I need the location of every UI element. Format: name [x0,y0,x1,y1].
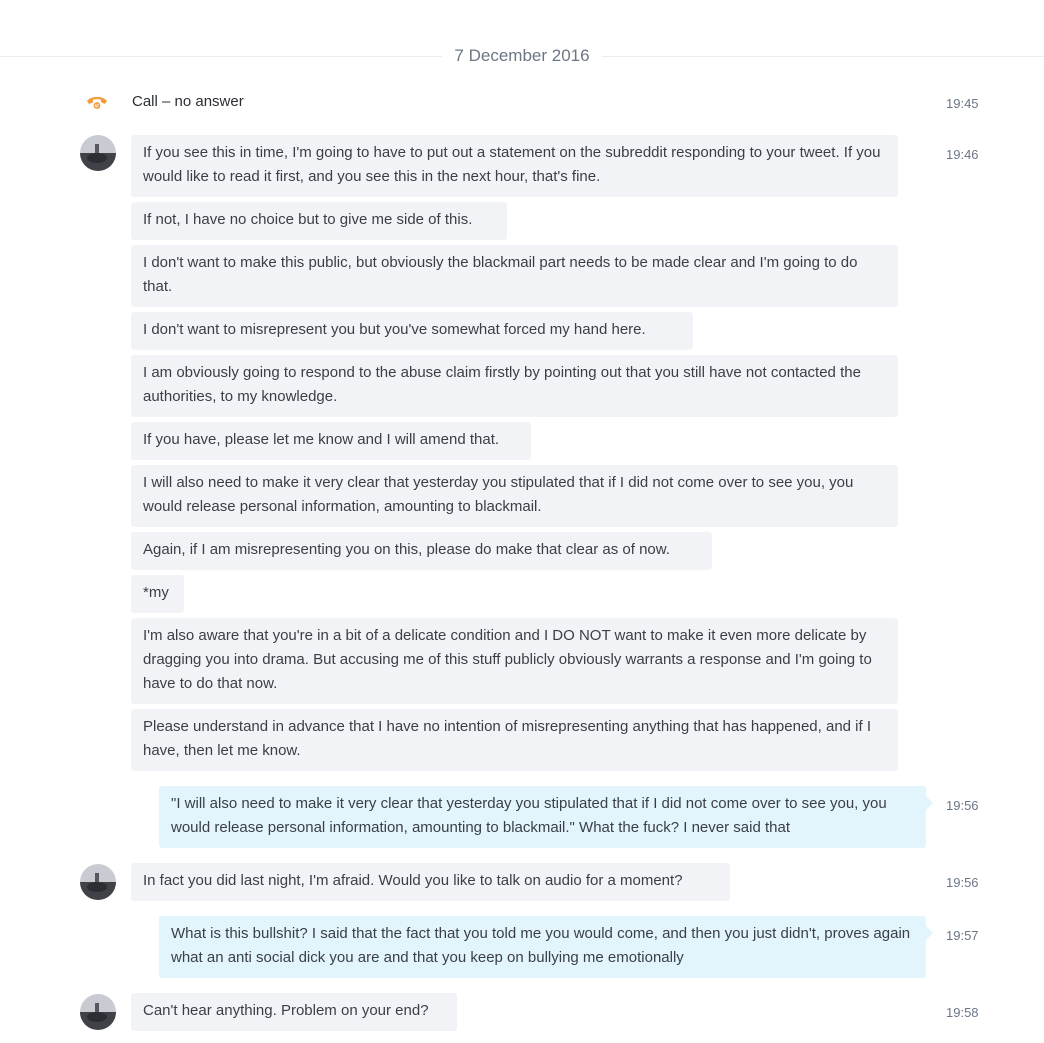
message-timestamp: 19:58 [946,1005,979,1020]
call-timestamp: 19:45 [946,96,979,111]
message-bubble-incoming[interactable]: I will also need to make it very clear that yesterday you stipulated that if I did not come over to see you, you would release personal information, amounting to blackmail. [131,465,898,527]
contact-avatar-icon [80,994,116,1030]
contact-avatar-icon [80,864,116,900]
date-separator [0,44,1044,68]
message-bubble-incoming[interactable]: I am obviously going to respond to the abuse claim firstly by pointing out that you still have not contacted the authorities, to my knowledge. [131,355,898,417]
message-timestamp: 19:56 [946,875,979,890]
message-bubble-incoming[interactable]: Please understand in advance that I have no intention of misrepresenting anything that has happened, and if I have, then let me know. [131,709,898,771]
message-bubble-incoming[interactable]: *my [131,575,184,613]
message-timestamp: 19:46 [946,147,979,162]
date-separator-label: 7 December 2016 [442,44,601,68]
message-bubble-incoming[interactable]: If you have, please let me know and I will amend that. [131,422,531,460]
message-bubble-outgoing[interactable]: What is this bullshit? I said that the fact that you told me you would come, and then you just didn't, proves again what an anti social dick you are and that you keep on bullying me emotionally [159,916,926,978]
message-bubble-incoming[interactable]: Can't hear anything. Problem on your end? [131,993,457,1031]
message-bubble-incoming[interactable]: In fact you did last night, I'm afraid. Would you like to talk on audio for a moment? [131,863,730,901]
call-status-label: Call – no answer [132,93,244,110]
avatar[interactable] [80,864,116,900]
avatar[interactable] [80,135,116,171]
message-bubble-incoming[interactable]: If not, I have no choice but to give me side of this. [131,202,507,240]
message-bubble-incoming[interactable]: If you see this in time, I'm going to have to put out a statement on the subreddit responding to your tweet. If you would like to read it first, and you see this in the next hour, that's fine. [131,135,898,197]
contact-avatar-icon [80,135,116,171]
avatar[interactable] [80,994,116,1030]
message-timestamp: 19:56 [946,798,979,813]
message-bubble-incoming[interactable]: I'm also aware that you're in a bit of a delicate condition and I DO NOT want to make it even more delicate by dragging you into drama. But accusing me of this stuff publicly obviously warrants a response and I'm going to have to do that now. [131,618,898,704]
message-bubble-outgoing[interactable]: "I will also need to make it very clear that yesterday you stipulated that if I did not come over to see you, you would release personal information, amounting to blackmail." What the fuck? I never said that [159,786,926,848]
message-bubble-incoming[interactable]: I don't want to make this public, but obviously the blackmail part needs to be made clear and I'm going to do that. [131,245,898,307]
message-bubble-incoming[interactable]: Again, if I am misrepresenting you on this, please do make that clear as of now. [131,532,712,570]
message-timestamp: 19:57 [946,928,979,943]
missed-call-icon [86,94,108,110]
message-bubble-incoming[interactable]: I don't want to misrepresent you but you've somewhat forced my hand here. [131,312,693,350]
